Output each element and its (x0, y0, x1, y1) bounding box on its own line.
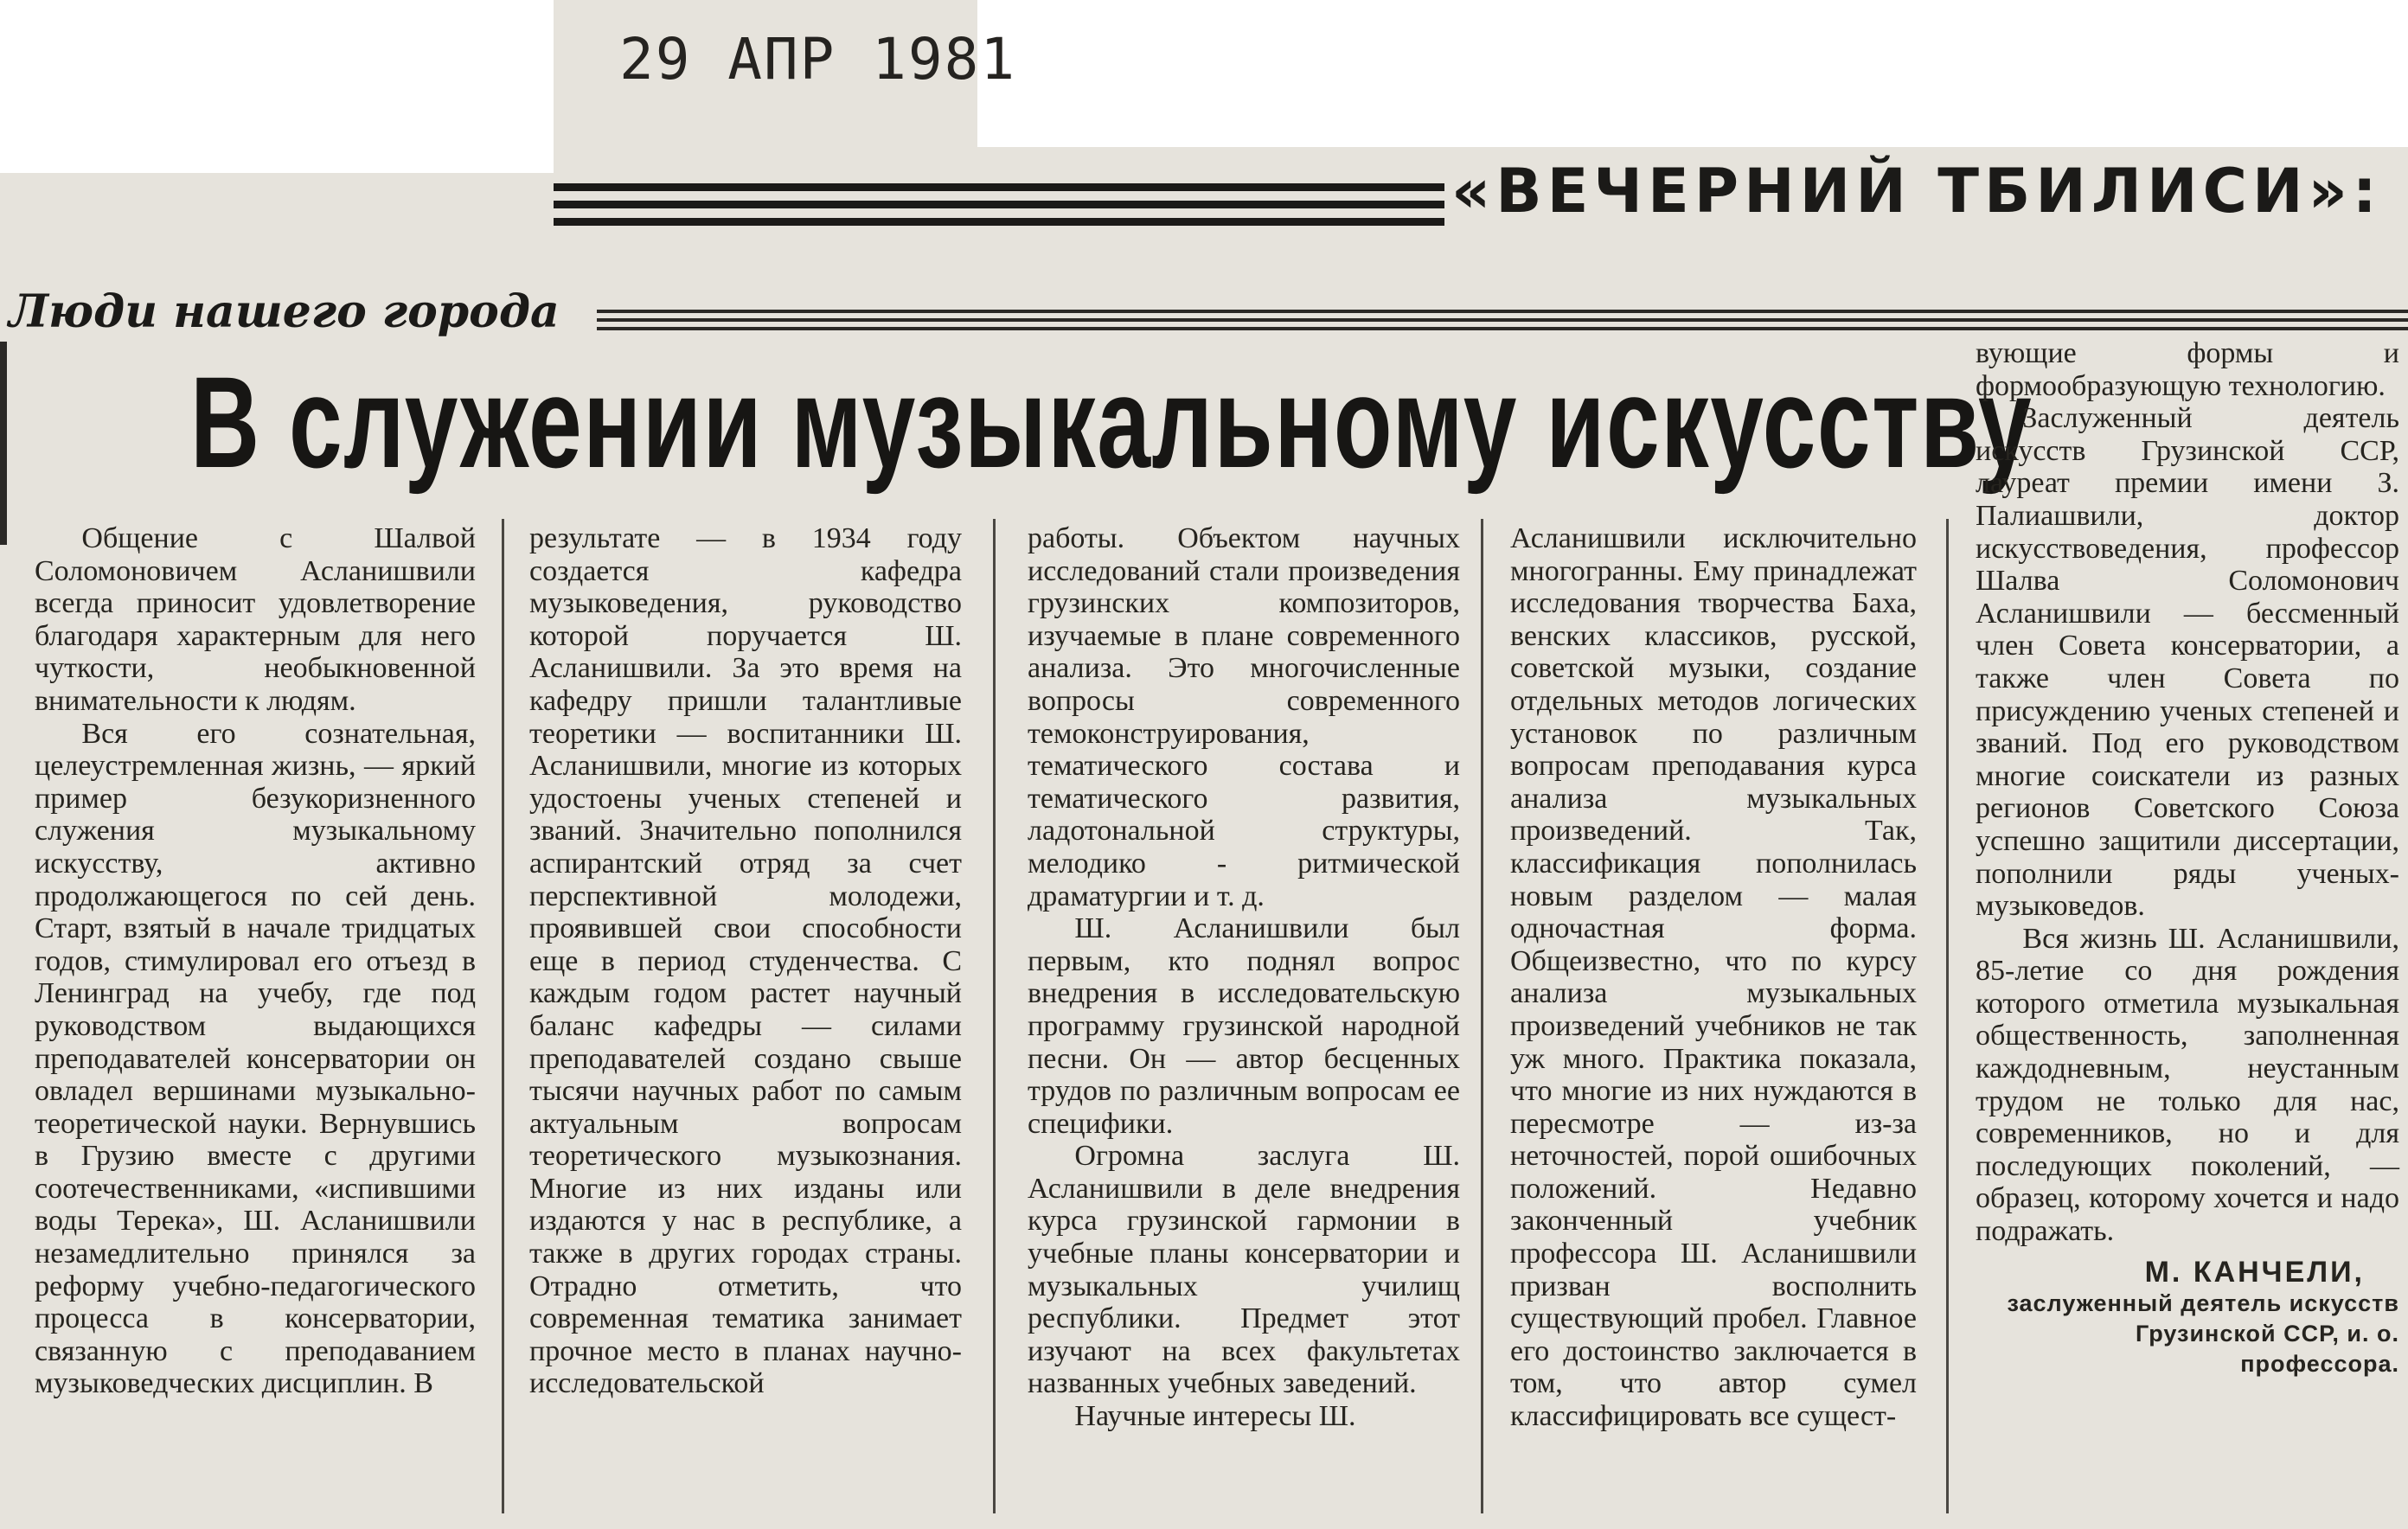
paragraph: результате — в 1934 году создается кафедра музыковедения, руководство которой поручается Ш. Асланишвили. За это время на кафедру пришли талантливые теоретики — воспитанники Ш. Асланишвили, многие из которых удостоены ученых степеней и званий. Значительно пополнился аспирантский отряд за счет перспективной молодежи, проявившей свои способности еще в период студенчества. С каждым годом растет научный баланс кафедры — силами преподавателей создано свыше тысячи научных работ по самым актуальным вопросам теоретического музыкознания. Многие из них изданы или издаются у нас в республике, а также в других городах страны. Отрадно отметить, что современная тематика занимает прочное место в планах научно-исследовательской (529, 522, 962, 1400)
paragraph: вующие формы и формообразующую технологию. (1976, 337, 2399, 402)
date-stamp: 29 АПР 1981 (619, 26, 1017, 93)
section-rubric: Люди нашего города (9, 285, 560, 338)
paragraph: Вся его сознательная, целеустремленная жизнь, — яркий пример безукоризненного служения музыкальному искусству, активно продолжающегося по сей день. Старт, взятый в начале тридцатых годов, стимулировал его отъезд в Ленинград на учебу, где под руководством выдающихся преподавателей консерватории он овладел вершинами музыкально-теоретической науки. Вернувшись в Грузию вместе с другими соотечественниками, «испившими воды Терека», Ш. Асланишвили незамедлительно принялся за реформу учебно-педагогического процесса в консерватории, связанную с преподаванием музыковедческих дисциплин. В (35, 717, 476, 1400)
paragraph: Огромна заслуга Ш. Асланишвили в деле внедрения курса грузинской гармонии в учебные планы консерватории и музыкальных училищ республики. Предмет этот изучают на всех факультетах названных учебных заведений. (1028, 1140, 1460, 1400)
article-headline: В служении музыкальному искусству (190, 349, 2033, 495)
article-column-5 (1976, 337, 2399, 1379)
rubric-rule (597, 310, 2408, 313)
article-column-4 (1510, 522, 1917, 1433)
masthead-rule (554, 201, 1444, 208)
newspaper-masthead: «ВЕЧЕРНИЙ ТБИЛИСИ»: (1451, 156, 2382, 227)
column-rule (1946, 519, 1949, 1513)
paragraph: Асланишвили исключительно многогранны. Ему принадлежат исследования творчества Баха, венских классиков, русской, советской музыки, создание отдельных методов логических установок по различным вопросам преподавания курса анализа музыкальных произведений. Так, классификация пополнилась новым разделом — малая одночастная форма. Общеизвестно, что по курсу анализа музыкальных произведений учебников не так уж много. Практика показала, что многие из них нуждаются в пересмотре — из-за неточностей, порой ошибочных положений. Недавно законченный учебник профессора Ш. Асланишвили призван восполнить существующий пробел. Главное его достоинство заключается в том, что автор сумел классифицировать все сущест- (1510, 522, 1917, 1433)
author-signature: М. КАНЧЕЛИ, (2144, 1255, 2365, 1289)
rubric-rule (597, 327, 2408, 330)
column-rule (993, 519, 996, 1513)
author-title: заслуженный деятель искусств Грузинской ССР, и. о. профессора. (2007, 1290, 2399, 1378)
article-column-3 (1028, 522, 1460, 1433)
paragraph: Заслуженный деятель искусств Грузинской ССР, лауреат премии имени З. Палиашвили, доктор искусствоведения, профессор Шалва Соломонович Асланишвили — бессменный член Совета консерватории, а также член Совета по присуждению ученых степеней и званий. Под его руководством многие соискатели из разных регионов Советского Союза успешно защитили диссертации, пополнили ряды ученых-музыковедов. (1976, 402, 2399, 923)
headline-side-bar (0, 342, 7, 545)
column-rule (502, 519, 504, 1513)
rubric-rule (597, 318, 2408, 322)
column-rule (1481, 519, 1483, 1513)
paragraph: Ш. Асланишвили был первым, кто поднял вопрос внедрения в исследовательскую программу грузинской народной песни. Он — автор бесценных трудов по различным вопросам ее специфики. (1028, 912, 1460, 1140)
masthead-rule (554, 218, 1444, 226)
paragraph: работы. Объектом научных исследований стали произведения грузинских композиторов, изучаемые в плане современного анализа. Это многочисленные вопросы современного темоконструирования, тематического состава и тематического развития, ладотональной структуры, мелодико - ритмической драматургии и т. д. (1028, 522, 1460, 912)
masthead-rule (554, 183, 1444, 191)
paragraph: Общение с Шалвой Соломоновичем Асланишвили всегда приносит удовлетворение благодаря характерным для него чуткости, необыкновенной внимательности к людям. (35, 522, 476, 717)
paragraph: Научные интересы Ш. (1074, 1400, 1356, 1433)
article-column-1 (35, 522, 476, 1400)
article-column-2 (529, 522, 962, 1400)
paragraph: Вся жизнь Ш. Асланишвили, 85-летие со дня рождения которого отметила музыкальная общественность, заполненная каждодневным, неустанным трудом не только для нас, современников, но и для последующих поколений, — образец, которому хочется и надо подражать. (1976, 922, 2399, 1248)
